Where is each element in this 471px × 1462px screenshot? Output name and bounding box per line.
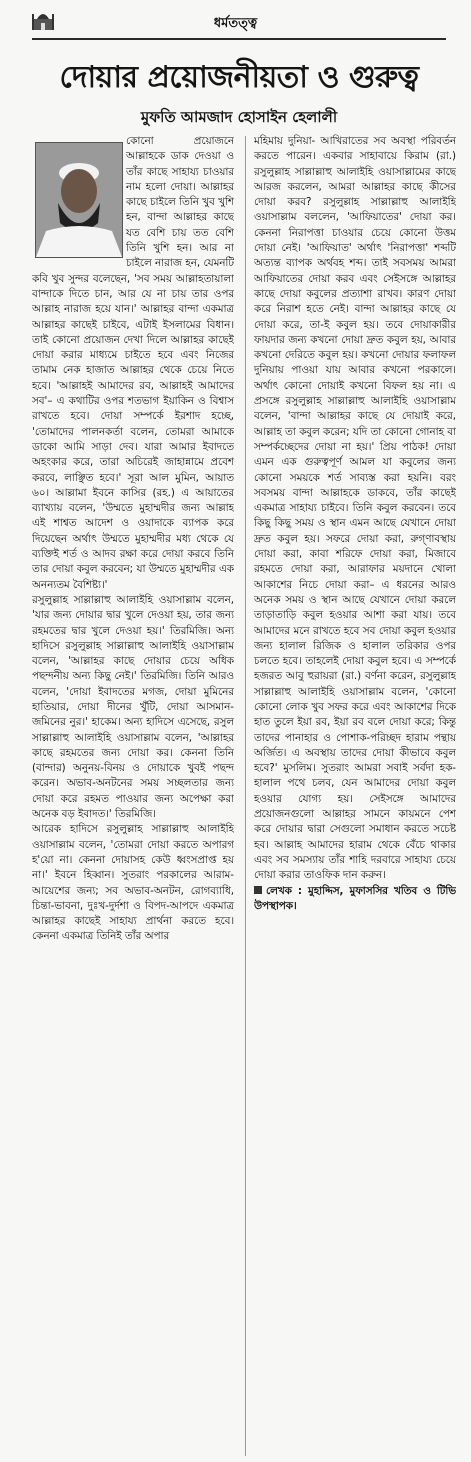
article-column-left xyxy=(32,134,234,1462)
author-note-text: লেখক : মুহাদ্দিস, মুফাসসির খতিব ও টিভি উপস্থাপক। xyxy=(254,884,456,912)
paragraph: মহিমায় দুনিয়া- আখিরাতের সব অবস্থা পরিবর্তন করতে পারেন। একবার সাহাবায়ে কিরাম (রা.) রসুলুল্লাহ সাল্লাল্লাহু আলাইহি ওয়াসাল্লামের কাছে আরজ করলেন, আমরা আল্লাহর কাছে কীসের দোয়া করব? রসুলুল্লাহ সাল্লাল্লাহু আলাইহি ওয়াসাল্লাম বললেন, 'আফিয়াতের' দোয়া কর। কেননা নিরাপত্তা চাওয়ার চেয়ে কোনো উত্তম দোয়া নেই। 'আফিয়াত' অর্থাৎ 'নিরাপত্তা' শব্দটি অত্যন্ত ব্যাপক অর্থবহ শব্দ। তাই সবসময় আমরা আফিয়াতের দোয়া করব এবং সেইসঙ্গে আল্লাহর কাছে দোয়া কবুলের প্রত্যাশা রাখব। কারণ দোয়া করে নিরাশ হতে নেই। বান্দা আল্লাহর কাছে যে দোয়া করে, তা-ই কবুল হয়। তবে দোয়াকারীর ফায়দার জন্য কখনো দোয়া দ্রুত কবুল হয়, আবার কখনো দেরিতে কবুল হয়। কখনো দোয়ার ফলাফল দুনিয়ায় পাওয়া যায় আবার কখনো পরকালে। অর্থাৎ কোনো দোয়াই কখনো বিফল হয় না। এ প্রসঙ্গে রসুলুল্লাহ সাল্লাল্লাহু আলাইহি ওয়াসাল্লাম বলেন, 'বান্দা আল্লাহর কাছে যে দোয়াই করে, আল্লাহ তা কবুল করেন; যদি তা কোনো গোনাহ বা সম্পর্কচ্ছেদের দোয়া না হয়।' প্রিয় পাঠক! দোয়া এমন এক গুরুত্বপূর্ণ আমল যা কবুলের জন্য কোনো সময়কে শর্ত সাব্যস্ত করা হয়নি। বরং সবসময় বান্দা আল্লাহকে ডাকবে, তাঁর কাছেই একমাত্র সাহায্য চাইবে। তিনি কবুল করবেন। তবে কিছু কিছু সময় ও স্থান এমন আছে যেখানে দোয়া দ্রুত কবুল হয়। সফরে দোয়া করা, রুগ্ণাবস্থায় দোয়া করা, কাবা শরিফে দোয়া করা, মিজাবে রহমতে দোয়া করা, আরাফার ময়দানে খোলা আকাশের নিচে দোয়া করা– এ ধরনের আরও অনেক সময় ও স্থান আছে যেখানে দোয়া করলে তাড়াতাড়ি কবুল হওয়ার আশা করা যায়। তবে আমাদের মনে রাখতে হবে সব দোয়া কবুল হওয়ার জন্য হালাল রিজিক ও হালাল তরিকার ওপর চলতে হবে। তাহলেই দোয়া কবুল হবে। এ সম্পর্কে হজরত আবু হুরায়রা (রা.) বর্ণনা করেন, রসুলুল্লাহ সাল্লাল্লাহু আলাইহি ওয়াসাল্লাম বলেন, 'কোনো কোনো লোক খুব সফর করে এবং আকাশের দিকে হাত তুলে ইয়া রব, ইয়া রব বলে দোয়া করে; কিন্তু তাদের পানাহার ও পোশাক-পরিচ্ছদ হারাম পন্থায় অর্জিত। এ অবস্থায় তাদের দোয়া কীভাবে কবুল হবে?' মুসলিম। সুতরাং আমরা সবাই সর্বদা হক-হালাল পথে চলব, যেন আমাদের দোয়া কবুল হওয়ার যোগ্য হয়। সেইসঙ্গে আমাদের প্রয়োজনগুলো আল্লাহর সামনে কায়মনে পেশ করে দোয়ার দ্বারা সেগুলো সমাধান করতে সচেষ্ট হব। আল্লাহ আমাদের হারাম থেকে বেঁচে থাকার এবং সব সমস্যায় তাঁর শাহি দরবারে সাহায্য চেয়ে দোয়া করার তাওফিক দান করুন। xyxy=(254,135,456,882)
header-rule xyxy=(32,38,446,40)
article-headline: দোয়ার প্রয়োজনীয়তা ও গুরুত্ব xyxy=(59,60,419,95)
article-byline: মুফতি আমজাদ হোসাইন হেলালী xyxy=(140,108,338,126)
photo-wrap-space xyxy=(32,134,126,257)
column-divider xyxy=(245,136,246,1456)
paragraph: রসুলুল্লাহ সাল্লাল্লাহু আলাইহি ওয়াসাল্লাম বলেন, 'যার জন্য দোয়ার দ্বার খুলে দেওয়া হয়, তার জন্য রহমতের দ্বার খুলে দেওয়া হয়।' তিরমিজি। অন্য হাদিসে রসুলুল্লাহ সাল্লাল্লাহু আলাইহি ওয়াসাল্লাম বলেন, 'আল্লাহর কাছে দোয়ার চেয়ে অধিক পছন্দনীয় অন্য কিছু নেই।' তিরমিজি। তিনি আরও বলেন, 'দোয়া ইবাদতের মগজ, দোয়া মুমিনের হাতিয়ার, দোয়া দীনের খুঁটি, দোয়া আসমান-জমিনের নুর।' হাকেম। অন্য হাদিসে এসেছে, রসুল সাল্লাল্লাহু আলাইহি ওয়াসাল্লাম বলেন, 'আল্লাহর কাছে রহমতের জন্য দোয়া কর। কেননা তিনি (বান্দার) অনুনয়-বিনয় ও দোয়াকে খুবই পছন্দ করেন। অভাব-অনটনের সময় সচ্ছলতার জন্য দোয়া করে রহমত পাওয়ার জন্য অপেক্ষা করা অনেক বড় ইবাদত।' তিরমিজি। xyxy=(32,593,234,821)
section-title: ধর্মতত্ত্ব xyxy=(213,16,258,31)
paragraph: আরেক হাদিসে রসুলুল্লাহ সাল্লাল্লাহু আলাইহি ওয়াসাল্লাম বলেন, 'তোমরা দোয়া করতে অপারগ হ'য়ো না। কেননা দোয়াসহ কেউ ধ্বংসপ্রাপ্ত হয় না।' ইবনে হিব্বান। সুতরাং পরকালের আরাম-আয়েশের জন্য; সব অভাব-অনটন, রোগব্যাধি, চিন্তা-ভাবনা, দুঃখ-দুর্দশা ও বিপদ-আপদে একমাত্র আল্লাহর কাছেই সাহায্য প্রার্থনা করতে হবে। কেননা একমাত্র তিনিই তাঁর অপার xyxy=(32,823,234,943)
square-bullet-icon xyxy=(254,886,262,894)
paragraph: কোনো প্রয়োজনে আল্লাহকে ডাক দেওয়া ও তাঁর কাছে সাহায্য চাওয়ার নাম হলো দোয়া। আল্লাহর কাছে চাইলে তিনি খুব খুশি হন, বান্দা আল্লাহর কাছে যত বেশি চায় তত বেশি তিনি খুশি হন। আর না চাইলে নারাজ হন, যেমনটি কবি খুব সুন্দর বলেছেন, 'সব সময় আল্লাহতায়ালা বান্দাকে দিতে চান, আর যে না চায় তার ওপর আল্লাহ নারাজ হয়ে যান।' আল্লাহর বান্দা একমাত্র আল্লাহর কাছেই চাইবে, এটাই ইসলামের বিধান। তাই কোনো প্রয়োজন দেখা দিলে আল্লাহর কাছেই দোয়া করার মাধ্যমে চাইতে হবে এবং নিজের তামাম নেক হাজাত আল্লাহর থেকে চেয়ে নিতে হবে। 'আল্লাহই আমাদের রব, আল্লাহই আমাদের সব'– এ কথাটির ওপর শতভাগ ইয়াকিন ও বিশ্বাস রাখতে হবে। দোয়া সম্পর্কে ইরশাদ হচ্ছে, 'তোমাদের পালনকর্তা বলেন, তোমরা আমাকে ডাকো আমি সাড়া দেব। যারা আমার ইবাদতে অহংকার করে, তারা অচিরেই জাহান্নামে প্রবেশ করবে, লাঞ্ছিত হবে।' সূরা আল মুমিন, আয়াত ৬০। আল্লামা ইবনে কাসির (রহ.) এ আয়াতের ব্যাখ্যায় বলেন, 'উম্মতে মুহাম্মদীর জন্য আল্লাহ এই শাশ্বত আদেশ ও ওয়াদাকে ব্যাপক করে দিয়েছেন অর্থাৎ উম্মতে মুহাম্মদীর মধ্য থেকে যে ব্যক্তিই শর্ত ও আদব রক্ষা করে দোয়া করবে তিনি তার দোয়া কবুল করবেন; যা উম্মতে মুহাম্মদীর এক অনন্যতম বৈশিষ্ট্য।' xyxy=(32,135,234,591)
author-note xyxy=(254,884,456,915)
article-column-right xyxy=(254,134,456,1462)
section-header xyxy=(0,0,471,40)
